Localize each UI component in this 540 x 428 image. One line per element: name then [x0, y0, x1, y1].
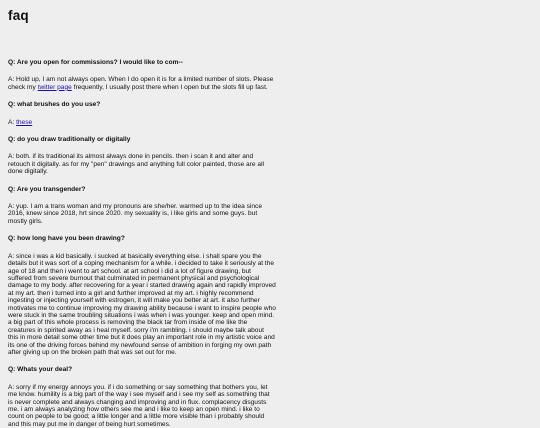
- faq-answer: A: both. if its traditional its almost always done in pencils. then i scan it and alter and retouch it digitally. as for my "pen" drawings and anything full color painted, those are all done digitally.: [8, 153, 264, 176]
- twitter-page-link[interactable]: twitter page: [37, 83, 72, 91]
- faq-item-drawing-history: [8, 235, 532, 356]
- faq-question: Q: what brushes do you use?: [8, 101, 101, 109]
- faq-item-traditional-digital: [8, 136, 532, 176]
- faq-answer: A: since i was a kid basically. i sucked at basically everything else. i shall spare you the details but it was sort of a coping mechanism for a while. i decided to take it seriously at the age of 18 and then i went to art school. at art school i did a lot of figure drawing, but suffered from severe burnout that culminated in permanent physical and psychological damage to my body. after recovering for a year i started drawing again and rapidly improved at my art. then i turned into a girl and further improved at my art. i highly recommend ingesting or injecting yourself with estrogen, it will make you better at art. it also further motivates me to continue improving my drawing ability because i want to inspire people who were stuck in the same troubling situations i was when i was younger. keep and open mind. a big part of this whole process is removing the black tar from inside of me like the creatures in spirited away as i heal myself. sorry i'm rambling. i should maybe talk about this in more detail some other time but it does play an important role in my artistic voice and its one of the driving forces behind my newfound sense of ambition in forging my own path after giving up on the broken path that was set out for me.: [8, 252, 276, 356]
- faq-question: Q: do you draw traditionally or digitally: [8, 136, 131, 144]
- faq-item-brushes: [8, 101, 532, 126]
- brushes-link[interactable]: these: [16, 118, 33, 126]
- faq-item-transgender: [8, 186, 532, 226]
- faq-answer: A: yup. I am a trans woman and my pronouns are she/her. warmed up to the idea since 2016, knew since 2018, hrt since 2020. my sexuality is, i like girls and some guys. but mostly girls.: [8, 203, 262, 225]
- faq-question: Q: Are you transgender?: [8, 185, 86, 193]
- faq-item-commissions: [8, 59, 532, 91]
- faq-answer-text: A:: [8, 118, 17, 126]
- page-title: faq: [8, 8, 29, 23]
- faq-item-deal: [8, 366, 532, 428]
- faq-question: Q: Are you open for commissions? I would like to com--: [8, 59, 183, 66]
- faq-question: Q: Whats your deal?: [8, 366, 73, 374]
- faq-question: Q: how long have you been drawing?: [8, 235, 125, 243]
- faq-answer-text: frequently, I usually post there when I open but the slots fill up fast.: [71, 83, 268, 91]
- faq-answer: A: sorry if my energy annoys you. if i do something or say something that bothers you, let me know. humility is a big part of the way i see myself and i see my self as something that is never complete and always changing and improving and in flux. complacency disgusts me. i am always analyzing how others see me and i like to keep an open mind. i like to count on people to be good; a little longer and a little more visible than i probably should and this may put me in danger of being hurt sometimes.: [8, 383, 270, 428]
- faq-answer: [8, 119, 276, 126]
- faq-answer: [8, 76, 276, 91]
- faq-answer-text: A: Hold up, I am not always open. When I do open it is for a limited number of slots. Please check my: [8, 76, 274, 91]
